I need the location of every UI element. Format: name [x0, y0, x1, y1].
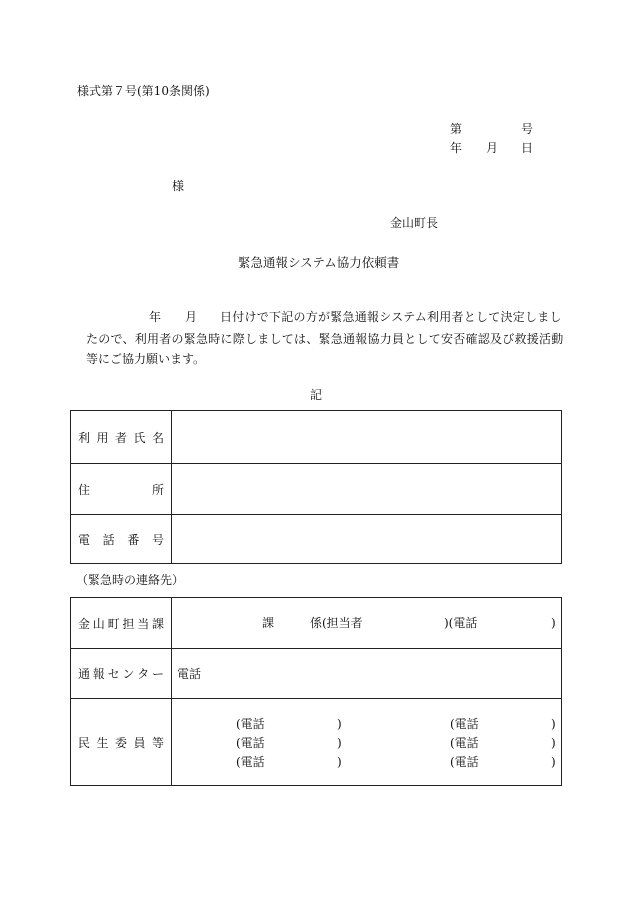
welfare-phone-1-open: (電話 [236, 717, 265, 731]
user-name-label: 利 用 者 氏 名 [78, 430, 164, 445]
body-line-3: 等にご協力願います。 [86, 352, 206, 366]
subsection-contact-person: 係(担当者 [310, 616, 363, 630]
alert-center-label: 通 報 セ ン タ ー [78, 667, 164, 681]
welfare-phone-4-open: (電話 [450, 717, 479, 731]
alert-center-row [71, 648, 561, 698]
document-number-suffix: 号 [521, 122, 534, 136]
sender-title: 金山町長 [390, 216, 439, 230]
phone-number-label: 電 話 番 号 [78, 533, 164, 547]
town-office-label: 金 山 町 担 当 課 [78, 616, 164, 631]
contact-table [70, 597, 562, 786]
body-line-2: たので、利用者の緊急時に際しましては、緊急通報協力員として安否確認及び救援活動 [86, 332, 564, 346]
welfare-phone-4-close: ) [551, 717, 556, 731]
welfare-phone-2-open: (電話 [236, 736, 265, 750]
date-year: 年 [450, 141, 463, 155]
town-office-phone-close: ) [551, 616, 556, 630]
user-name-row [71, 411, 561, 463]
town-office-row [71, 598, 561, 648]
section-label: 課 [262, 616, 275, 630]
welfare-phone-6-close: ) [551, 755, 556, 769]
body-month-label: 月 [185, 310, 198, 324]
phone-number-row [71, 514, 561, 564]
welfare-phone-3-close: ) [337, 755, 342, 769]
welfare-phone-1-close: ) [337, 717, 342, 731]
date-month: 月 [486, 141, 499, 155]
address-label: 住 所 [78, 482, 164, 497]
welfare-phone-5-open: (電話 [450, 736, 479, 750]
emergency-contact-note: （緊急時の連絡先） [76, 573, 185, 587]
addressee-honorific: 様 [172, 179, 185, 193]
welfare-phone-3-open: (電話 [236, 755, 265, 769]
welfare-commissioner-row [71, 698, 561, 786]
body-year-label: 年 [149, 310, 162, 324]
document-title: 緊急通報システム協力依頼書 [238, 255, 400, 270]
welfare-phone-2-close: ) [337, 736, 342, 750]
town-office-phone-open: )(電話 [444, 616, 478, 630]
user-info-table [70, 410, 562, 564]
welfare-commissioner-label: 民 生 委 員 等 [78, 736, 164, 750]
alert-center-phone-label: 電話 [177, 667, 202, 681]
ki-heading: 記 [310, 388, 323, 402]
body-line-1: 日付けで下記の方が緊急通報システム利用者として決定しまし [220, 310, 562, 324]
form-number: 様式第７号(第10条関係) [77, 84, 210, 98]
welfare-phone-6-open: (電話 [450, 755, 479, 769]
welfare-phone-5-close: ) [551, 736, 556, 750]
address-row [71, 463, 561, 514]
date-day: 日 [521, 141, 534, 155]
document-number-prefix: 第 [450, 122, 463, 136]
